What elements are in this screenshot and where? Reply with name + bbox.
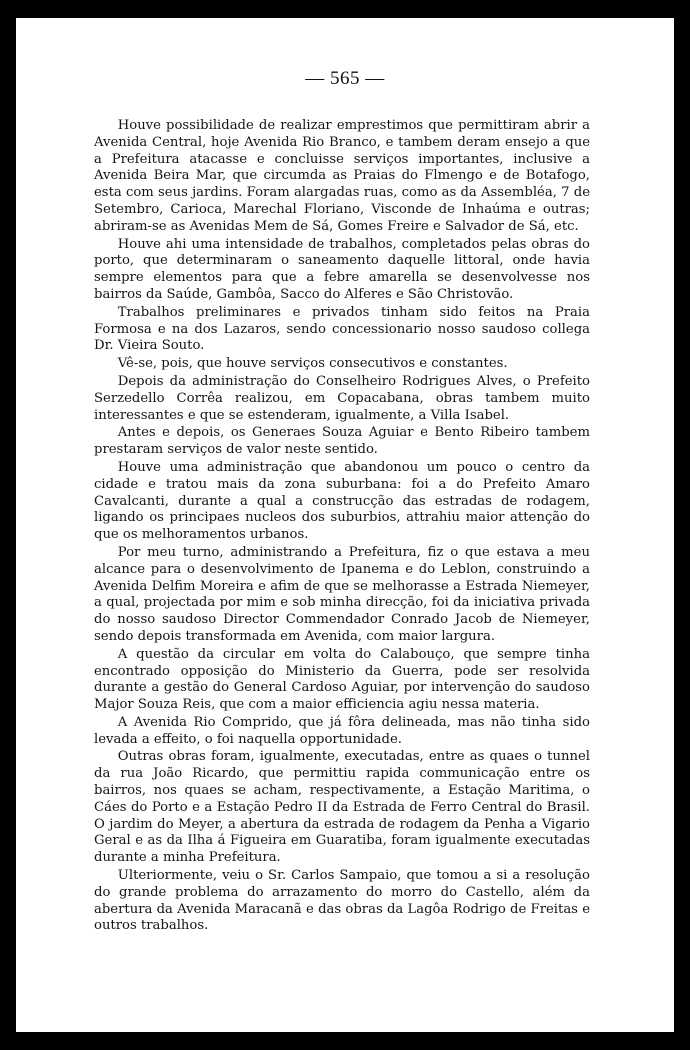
paragraph: Antes e depois, os Generaes Souza Aguiar e Bento Ribeiro tambem prestaram serviços de valor neste sentido. [94,425,590,458]
paragraph: A Avenida Rio Comprido, que já fôra delineada, mas não tinha sido levada a effeito, o foi naquella opportunidade. [94,714,590,747]
paragraph: Houve possibilidade de realizar emprestimos que permittiram abrir a Avenida Central, hoje Avenida Rio Branco, e tambem deram ensejo a que a Prefeitura atacasse e concluisse serviços importantes, inclusive a Avenida Beira Mar, que circumda as Praias do Flmengo e de Botafogo, esta com seus jardins. Foram alargadas ruas, como as da Assembléa, 7 de Setembro, Carioca, Marechal Floriano, Visconde de Inhaúma e outras; abriram-se as Avenidas Mem de Sá, Gomes Freire e Salvador de Sá, etc. [94,118,590,234]
page-number: — 565 — [305,68,385,89]
paragraph: Trabalhos preliminares e privados tinham sido feitos na Praia Formosa e na dos Lazaros, sendo concessionario nosso saudoso collega Dr. Vieira Souto. [94,304,590,354]
paragraph: Houve ahi uma intensidade de trabalhos, completados pelas obras do porto, que determinaram o saneamento daquelle littoral, onde havia sempre elementos para que a febre amarella se desenvolvesse nos bairros da Saúde, Gambôa, Sacco do Alferes e São Christovão. [94,236,590,302]
document-page [16,18,674,1032]
paragraph: Por meu turno, administrando a Prefeitura, fiz o que estava a meu alcance para o desenvolvimento de Ipanema e do Leblon, construindo a Avenida Delfim Moreira e afim de que se melhorasse a Estrada Niemeyer, a qual, projectada por mim e sob minha direcção, foi da iniciativa privada do nosso saudoso Director Commendador Conrado Jacob de Niemeyer, sendo depois transformada em Avenida, com maior largura. [94,544,590,644]
paragraph: Outras obras foram, igualmente, executadas, entre as quaes o tunnel da rua João Ricardo, que permittiu rapida communicação entre os bairros, nos quaes se acham, respectivamente, a Estação Maritima, o Cáes do Porto e a Estação Pedro II da Estrada de Ferro Central do Brasil. O jardim do Meyer, a abertura da estrada de rodagem da Penha a Vigario Geral e as da Ilha á Figueira em Guaratiba, foram igualmente executadas durante a minha Prefeitura. [94,749,590,866]
body-text [94,118,590,935]
paragraph: Depois da administração do Conselheiro Rodrigues Alves, o Prefeito Serzedello Corrêa realizou, em Copacabana, obras tambem muito interessantes e que se estenderam, igualmente, a Villa Isabel. [94,373,590,423]
paragraph: Vê-se, pois, que houve serviços consecutivos e constantes. [117,356,508,372]
paragraph: A questão da circular em volta do Calabouço, que sempre tinha encontrado opposição do Ministerio da Guerra, pode ser resolvida durante a gestão do General Cardoso Aguiar, por intervenção do saudoso Major Souza Reis, que com a maior efficiencia agiu nessa materia. [94,646,590,713]
paragraph: Houve uma administração que abandonou um pouco o centro da cidade e tratou mais da zona suburbana: foi a do Prefeito Amaro Cavalcanti, durante a qual a construcção das estradas de rodagem, ligando os principaes nucleos dos suburbios, attrahiu maior attenção do que os melhoramentos urbanos. [94,459,590,543]
paragraph: Ulteriormente, veiu o Sr. Carlos Sampaio, que tomou a si a resolução do grande problema do arrazamento do morro do Castello, além da abertura da Avenida Maracanã e das obras da Lagôa Rodrigo de Freitas e outros trabalhos. [94,868,590,934]
